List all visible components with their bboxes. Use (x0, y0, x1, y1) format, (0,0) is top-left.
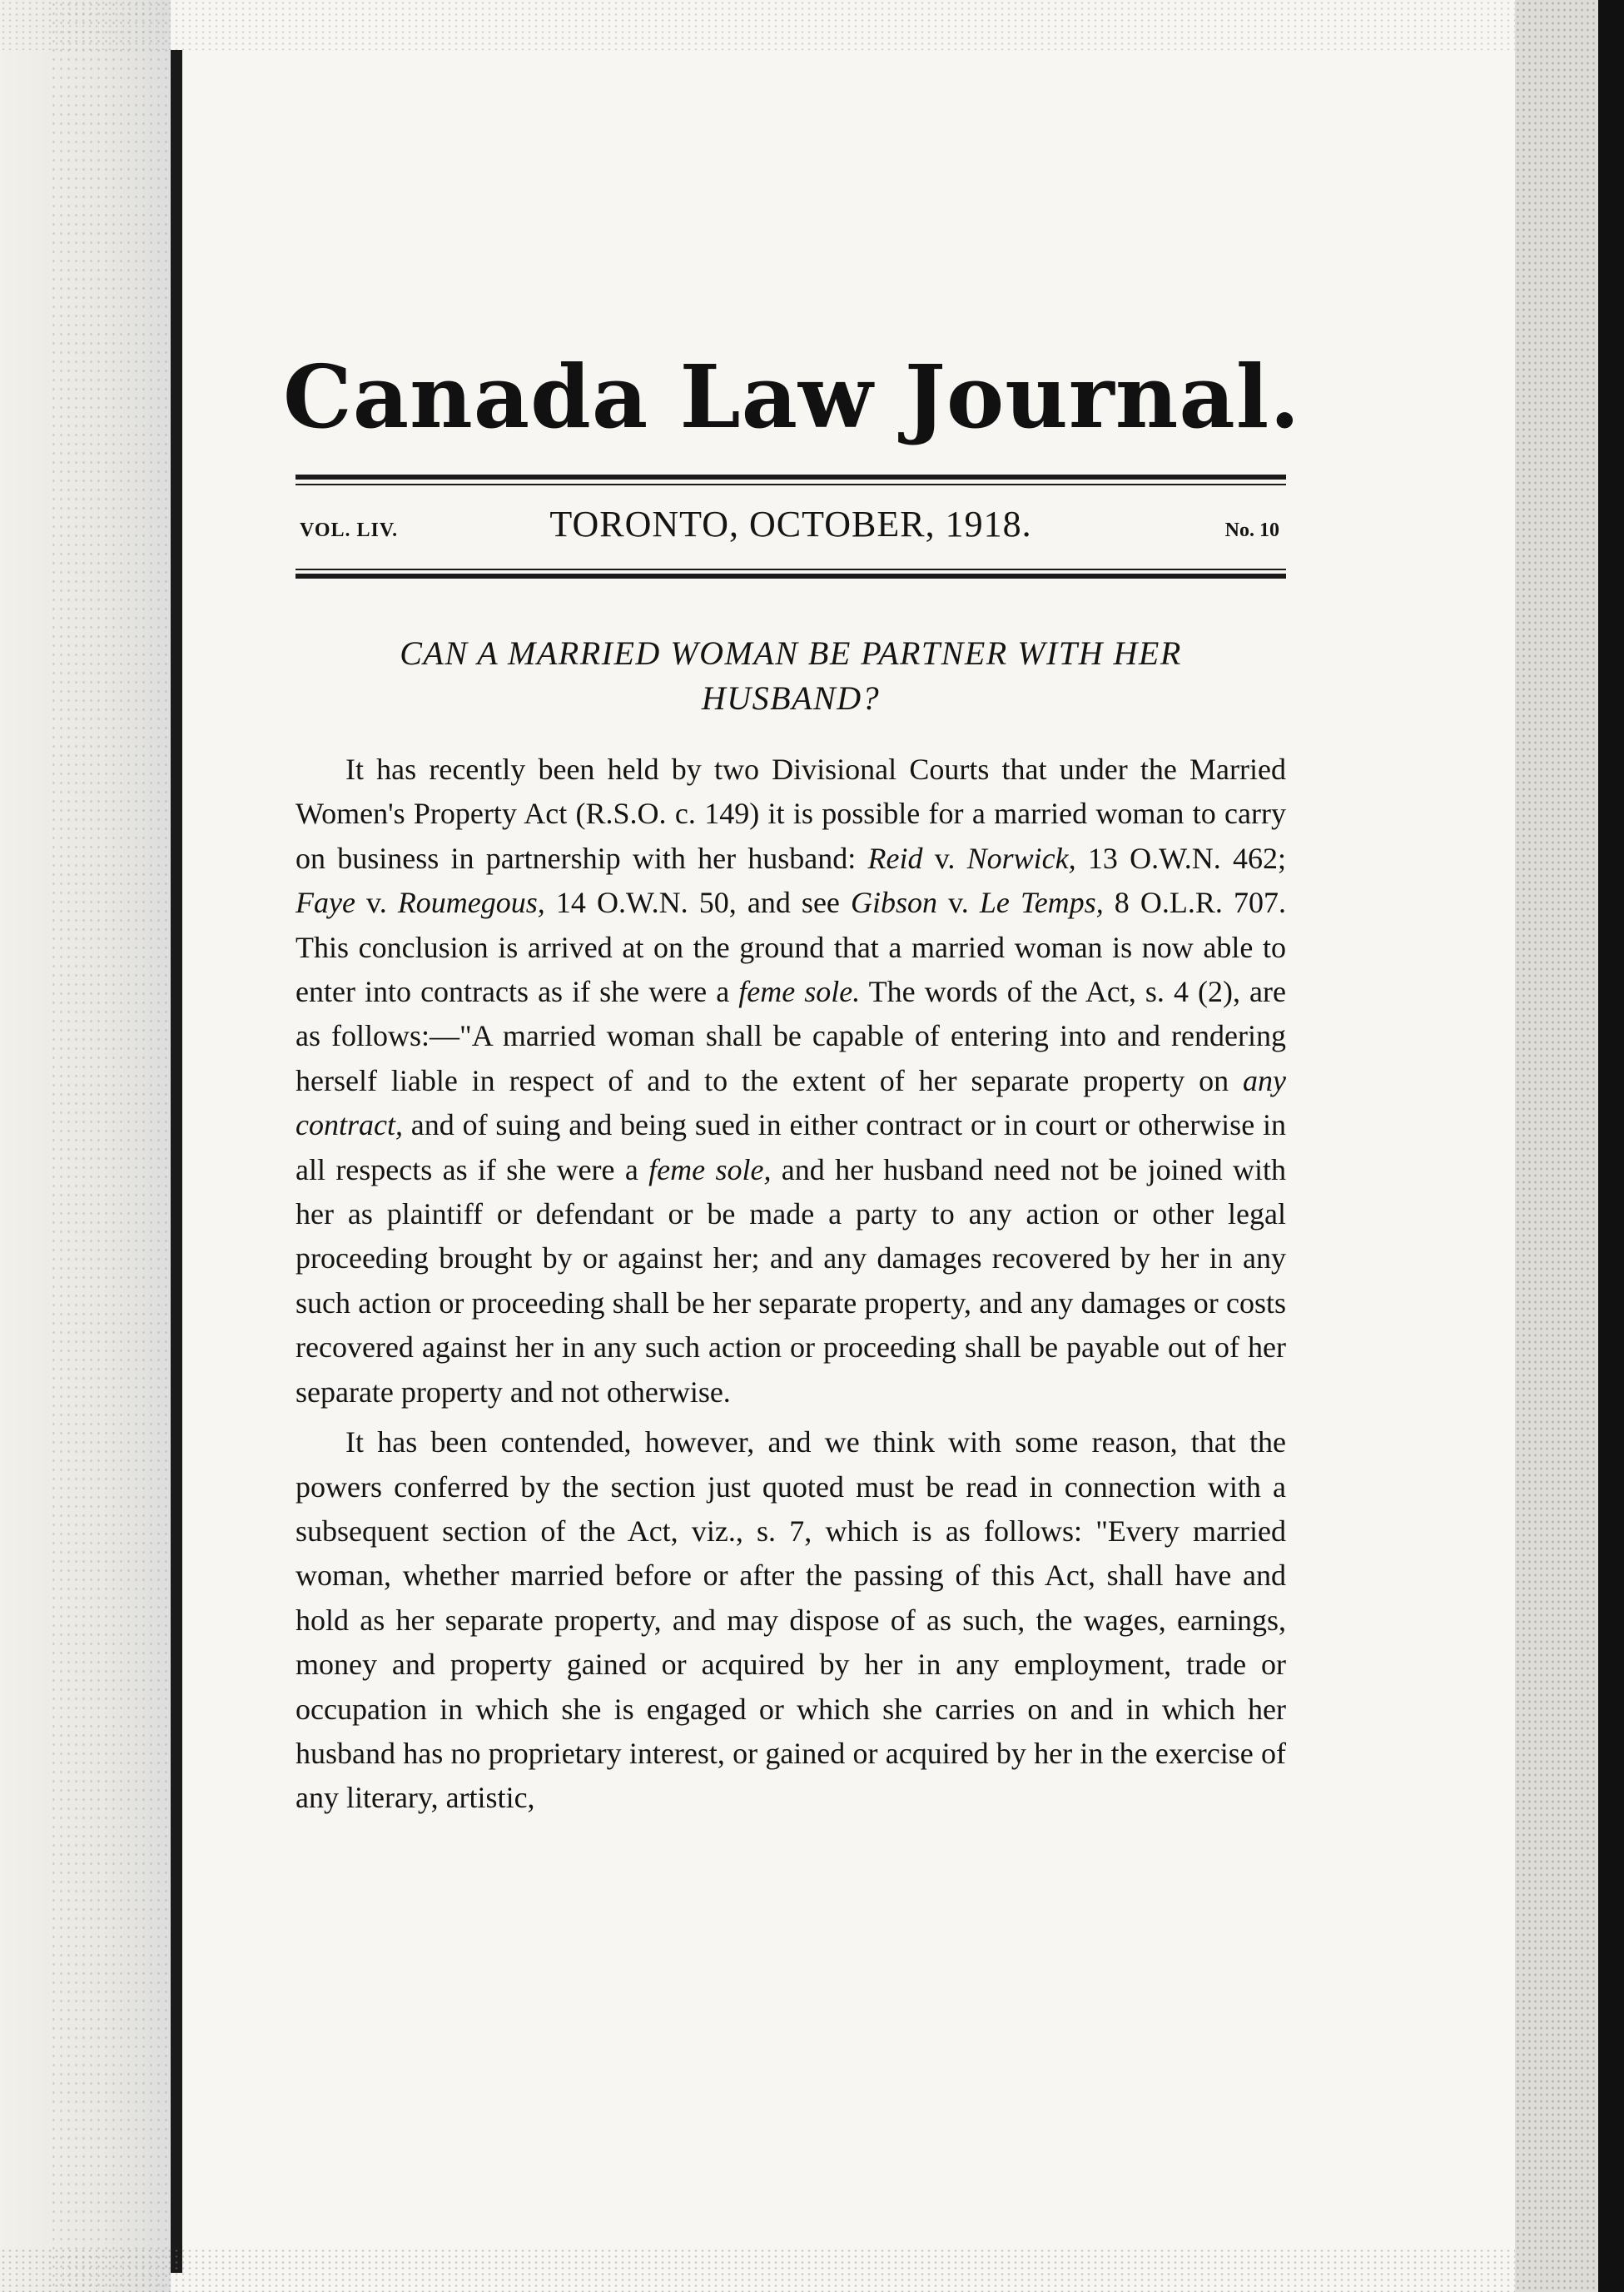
header-rule-top-thick (295, 475, 1286, 480)
text-run: 8 O.L.R. 707. This conclusion is arrived at on the ground that a married woman is now able to enter into contracts as if she were a (295, 886, 1286, 1009)
volume-label: VOL. LIV. (300, 520, 399, 541)
text-run: 13 O.W.N. 462; (1075, 841, 1287, 875)
case-name: Le Temps, (979, 886, 1104, 920)
case-name: Reid (867, 841, 923, 875)
text-run: It has recently been held by two Divisional Courts that under the Married Women's Property Act (R.S.O. c. 149) it is possible for a married woman to carry on business in partnership with her husband: (295, 753, 1286, 875)
text-run: v. (922, 841, 967, 875)
binding-shadow (171, 50, 182, 2273)
journal-title: Canada Law Journal. (283, 346, 1301, 448)
article-title (295, 631, 1286, 721)
issue-line (295, 496, 1286, 554)
text-run: v. (937, 886, 980, 920)
case-name: Gibson (851, 886, 938, 920)
text-run: v. (355, 886, 398, 920)
emphasis: any contract, (295, 1063, 1286, 1142)
case-name: Roumegous, (397, 886, 545, 920)
article-body (295, 748, 1286, 1827)
right-border-shadow (1598, 0, 1624, 2292)
article-title-line-1: CAN A MARRIED WOMAN BE PARTNER WITH HER (400, 634, 1182, 672)
text-run: and her husband need not be joined with her as plaintiff or defendant or be made a party to any action or other legal proceeding brought by or against her; and any damages recovered by her in any such action or proceeding shall be her separate property, and any damages or costs recovered against her in any such action or proceeding shall be payable out of her separate property and not otherwise. (295, 1152, 1287, 1409)
paragraph-1 (295, 748, 1286, 1414)
bottom-edge-noise (0, 2248, 1624, 2292)
text-run: The words of the Act, s. 4 (2), are as follows:—"A married woman shall be capable of entering into and rendering herself liable in respect of and to the extent of her separate property on (295, 975, 1286, 1097)
latin-term: feme sole. (738, 975, 861, 1009)
header-rule-top-thin (295, 484, 1286, 485)
paragraph-2: It has been contended, however, and we think with some reason, that the powers conferred by the section just quoted must be read in connection with a subsequent section of the Act, viz., s. 7, which is as follows: "Every married woman, whether married before or after the passing of this Act, shall have and hold as her separate property, and may dispose of as such, the wages, earnings, money and property gained or acquired by her in any employment, trade or occupation in which she is engaged or which she carries on and in which her husband has no proprietary interest, or gained or acquired by her in the exercise of any literary, artistic, (295, 1425, 1286, 1815)
text-run: and of suing and being sued in either contract or in court or otherwise in all respects as if she were a (295, 1108, 1286, 1186)
top-edge-noise (0, 0, 1624, 50)
latin-term: feme sole, (648, 1152, 772, 1186)
issue-number: No. 10 (1224, 520, 1279, 541)
place-date: TORONTO, OCTOBER, 1918. (549, 504, 1032, 544)
left-gutter-speckle (50, 0, 171, 2292)
text-run: 14 O.W.N. 50, and see (544, 886, 852, 920)
case-name: Faye (295, 886, 355, 920)
right-edge-speckle (1515, 0, 1598, 2292)
header-rule-bottom-thick (295, 574, 1286, 579)
article-title-line-2: HUSBAND? (701, 679, 881, 717)
header-rule-bottom-thin (295, 569, 1286, 570)
case-name: Norwick, (966, 841, 1076, 875)
